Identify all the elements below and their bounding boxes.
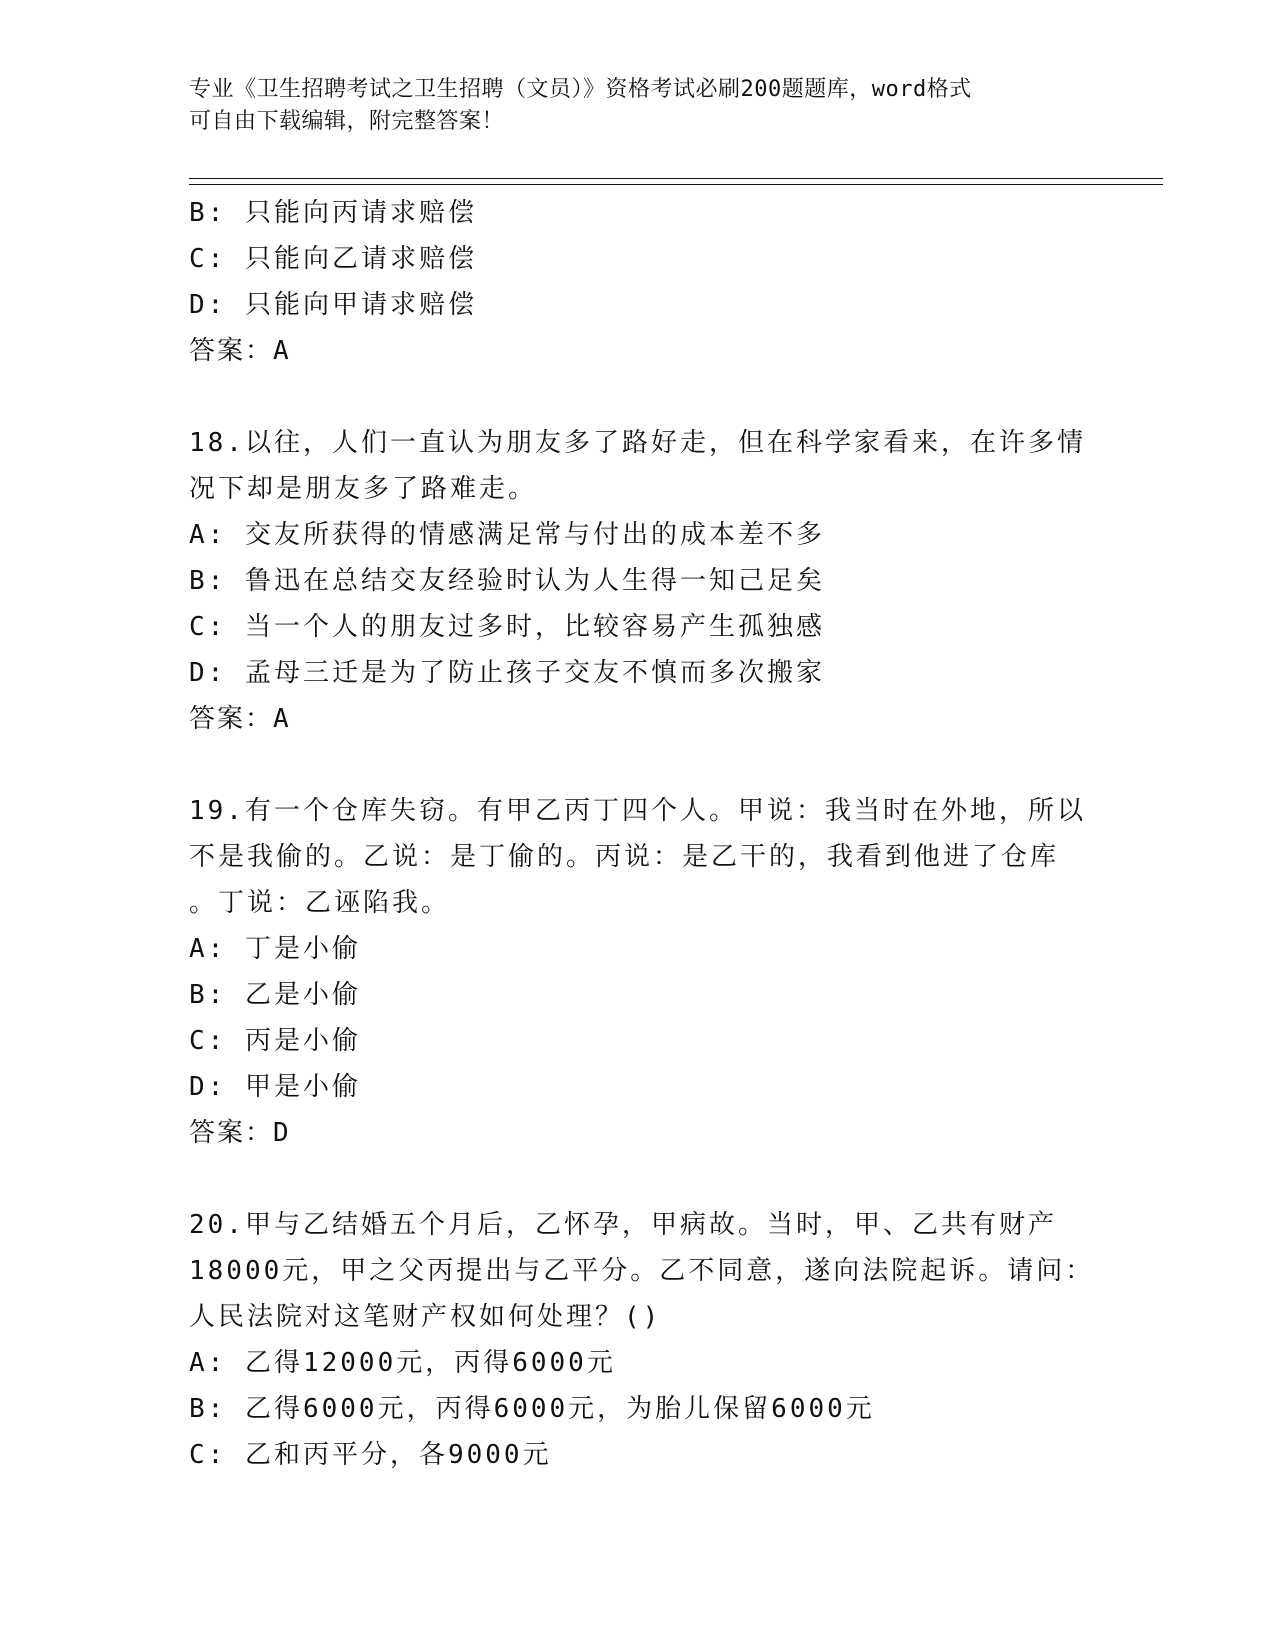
document-body (189, 190, 1095, 1478)
option-b: B: 乙得6000元，丙得6000元，为胎儿保留6000元 (189, 1394, 875, 1424)
option-a: A: 乙得12000元，丙得6000元 (189, 1348, 616, 1378)
option-d: D: 甲是小偷 (189, 1072, 361, 1102)
option-b: B: 乙是小偷 (189, 980, 361, 1010)
header-divider-bottom (189, 184, 1163, 185)
answer-line: 答案：A (189, 704, 291, 734)
answer-line: 答案：D (189, 1118, 291, 1148)
header-line-1: 专业《卫生招聘考试之卫生招聘（文员）》资格考试必刷200题题库，word格式 (189, 77, 972, 102)
option-c: C: 当一个人的朋友过多时，比较容易产生孤独感 (189, 612, 825, 642)
option-b: B: 鲁迅在总结交友经验时认为人生得一知己足矣 (189, 566, 825, 596)
prev-question-options (189, 190, 1089, 328)
question-stem-line: 人民法院对这笔财产权如何处理？() (189, 1302, 662, 1332)
option-a: A: 交友所获得的情感满足常与付出的成本差不多 (189, 520, 825, 550)
option-c: C: 只能向乙请求赔偿 (189, 244, 477, 274)
option-a: A: 丁是小偷 (189, 934, 361, 964)
question-stem-line: 18.以往，人们一直认为朋友多了路好走，但在科学家看来，在许多情 (189, 428, 1086, 458)
option-d: D: 只能向甲请求赔偿 (189, 290, 477, 320)
option-c: C: 丙是小偷 (189, 1026, 361, 1056)
question-stem-line: 18000元，甲之父丙提出与乙平分。乙不同意，遂向法院起诉。请问： (189, 1256, 1095, 1286)
document-header (189, 74, 1069, 138)
option-b: B: 只能向丙请求赔偿 (189, 198, 477, 228)
question-20 (189, 1202, 1095, 1478)
question-stem-line: 不是我偷的。乙说：是丁偷的。丙说：是乙干的，我看到他进了仓库 (189, 842, 1060, 872)
question-19 (189, 788, 1089, 1156)
question-stem-line: 19.有一个仓库失窃。有甲乙丙丁四个人。甲说：我当时在外地，所以 (189, 796, 1086, 826)
header-divider-top (189, 178, 1163, 179)
question-stem-line: 20.甲与乙结婚五个月后，乙怀孕，甲病故。当时，甲、乙共有财产 (189, 1210, 1057, 1240)
question-18 (189, 420, 1089, 742)
option-c: C: 乙和丙平分，各9000元 (189, 1440, 552, 1470)
header-line-2: 可自由下载编辑，附完整答案！ (189, 109, 505, 134)
question-stem-line: 。丁说：乙诬陷我。 (189, 888, 451, 918)
option-d: D: 孟母三迁是为了防止孩子交友不慎而多次搬家 (189, 658, 825, 688)
question-stem-line: 况下却是朋友多了路难走。 (189, 474, 538, 504)
answer-line: 答案：A (189, 336, 291, 366)
